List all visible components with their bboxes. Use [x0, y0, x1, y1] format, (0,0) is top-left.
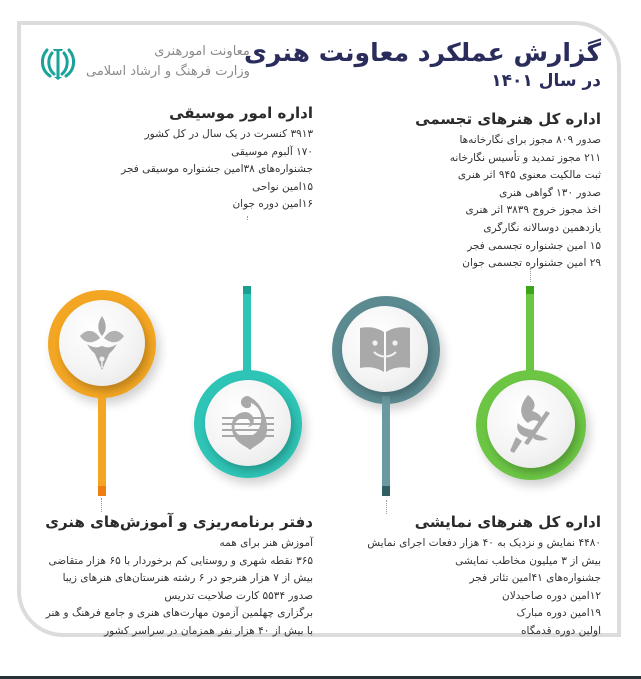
list-item: صدور ۱۳۰ گواهی هنری — [499, 186, 601, 199]
section-music — [53, 104, 313, 214]
page-subtitle: در سال ۱۴۰۱ — [491, 71, 601, 91]
list-item: ۱۵ امین جشنواره تجسمی فجر — [467, 239, 601, 252]
org-text — [86, 42, 250, 82]
list-item: ۱۹امین دوره مبارک — [516, 607, 601, 620]
flower-pen-nib-icon — [77, 314, 127, 372]
pin-face — [342, 306, 428, 392]
open-book-face-icon — [358, 324, 412, 374]
section-title: دفتر برنامه‌ریزی و آموزش‌های هنری — [45, 513, 313, 531]
list-item: با بیش از ۴۰ هزار نفر همزمان در سراسر کشور — [104, 624, 313, 637]
list-item: آموزش هنر برای همه — [219, 537, 313, 549]
connector-dots — [101, 498, 103, 512]
section-title: اداره کل هنرهای تجسمی — [415, 110, 601, 128]
list-item: ثبت مالکیت معنوی ۹۴۵ اثر هنری — [457, 169, 601, 182]
list-item: برگزاری چهلمین آزمون مهارت‌های هنری و جامع فرهنگ و هنر — [45, 607, 313, 620]
list-item: اولین دوره قدمگاه — [521, 624, 601, 637]
paintbrush-pencil-icon — [506, 393, 556, 455]
title-block — [244, 38, 601, 92]
list-item: یازدهمین دوسالانه نگارگری — [483, 221, 601, 234]
treble-ornament-icon — [220, 392, 276, 454]
pin-face — [59, 300, 145, 386]
pin-stem — [382, 396, 390, 493]
list-item: ۱۶امین دوره جوان — [232, 198, 313, 211]
section-title: اداره امور موسیقی — [169, 104, 313, 122]
list-item: ۱۵امین نواحی — [252, 180, 313, 193]
pin-cap — [98, 486, 106, 496]
pin-performing-arts — [332, 296, 442, 511]
list-item: ۱۷۰ آلبوم موسیقی — [231, 145, 313, 158]
list-item: بیش از ۷ هزار هنرجو در ۶ رشته هنرستان‌های هنرهای زیبا — [62, 572, 313, 585]
list-item: جشنواره‌های ۳۸امین جشنواره موسیقی فجر — [121, 163, 313, 176]
list-item: بیش از ۳ میلیون مخاطب نمایشی — [455, 554, 601, 567]
connector-dots — [247, 216, 249, 220]
pin-music — [48, 290, 158, 510]
section-education — [13, 513, 313, 641]
pin-face — [487, 380, 575, 468]
connector-dots — [530, 268, 532, 282]
section-visual-arts — [341, 110, 601, 273]
pin-cap — [382, 486, 390, 496]
org-line-2: وزارت فرهنگ و ارشاد اسلامی — [86, 64, 250, 79]
org-block — [38, 42, 250, 82]
page-title: گزارش عملکرد معاونت هنری — [244, 38, 601, 67]
list-item: اخذ مجوز خروج ۳۸۳۹ اثر هنری — [465, 204, 601, 217]
list-item: ۴۴۸۰ نمایش و نزدیک به ۴۰ هزار دفعات اجرای نمایش — [367, 537, 601, 549]
org-line-1: معاونت امورهنری — [154, 44, 250, 59]
pin-visual-arts — [476, 286, 588, 486]
list-item: ۲۱۱ مجوز تمدید و تأسیس نگارخانه — [449, 151, 601, 164]
list-item: ۱۲امین دوره صاحبدلان — [502, 589, 601, 602]
pin-face — [205, 380, 291, 466]
connector-dots — [386, 500, 388, 514]
list-item: ۳۶۵ نقطه شهری و روستایی کم برخوردار با ۶۵ هزار متقاضی — [48, 554, 313, 567]
list-item: صدور ۸۰۹ مجوز برای نگارخانه‌ها — [459, 134, 601, 146]
list-item: ۳۹۱۳ کنسرت در یک سال در کل کشور — [144, 128, 313, 140]
list-item: صدور ۵۵۳۴ کارت صلاحیت تدریس — [164, 589, 313, 602]
pin-stem — [98, 390, 106, 494]
list-item: جشنواره‌های ۴۱امین تئاتر فجر — [469, 572, 601, 585]
section-performing-arts — [331, 513, 601, 641]
section-title: اداره کل هنرهای نمایشی — [414, 513, 601, 531]
pin-education — [193, 286, 303, 486]
iran-emblem-icon — [38, 42, 78, 82]
list-item: ۲۹ امین جشنواره تجسمی جوان — [462, 257, 601, 270]
